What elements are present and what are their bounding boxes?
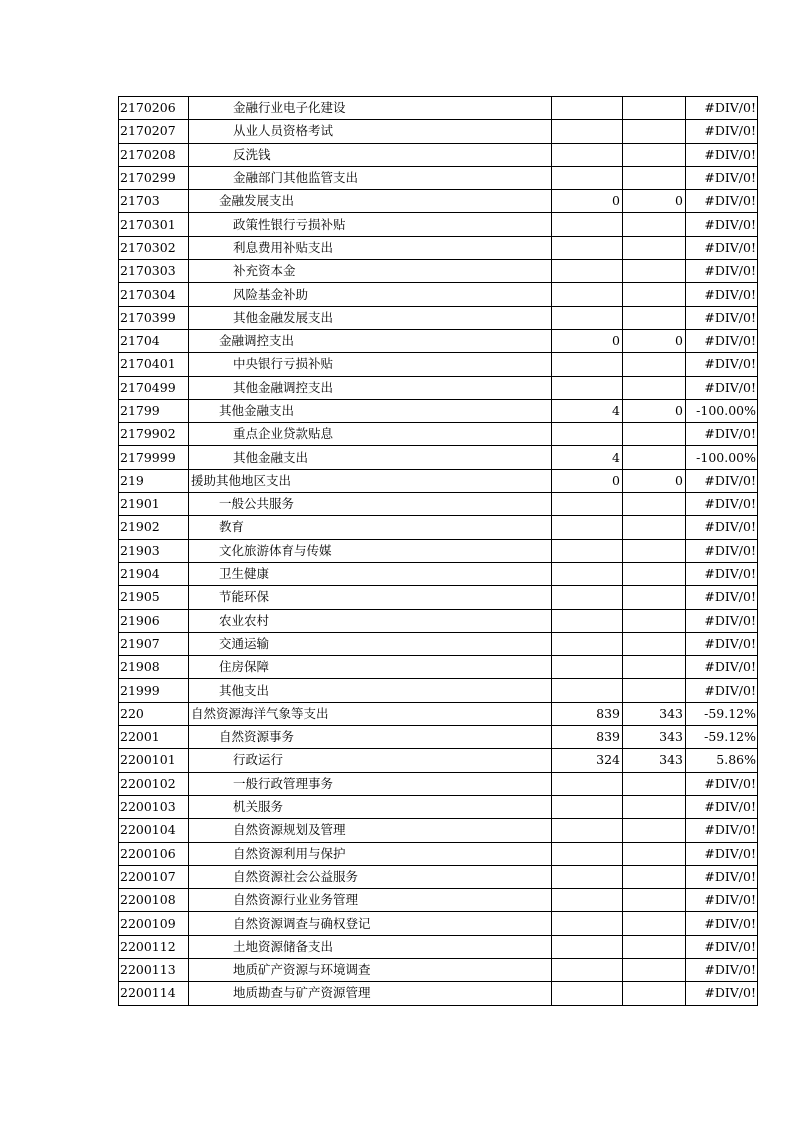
value-1-cell — [552, 819, 623, 842]
code-cell: 2200101 — [119, 749, 189, 772]
name-cell: 援助其他地区支出 — [189, 469, 552, 492]
value-2-cell — [623, 213, 686, 236]
name-cell: 自然资源行业业务管理 — [189, 889, 552, 912]
code-cell: 2200114 — [119, 982, 189, 1005]
table-row — [119, 493, 758, 516]
table-row — [119, 283, 758, 306]
percent-cell: #DIV/0! — [686, 213, 758, 236]
code-cell: 2170206 — [119, 97, 189, 120]
value-2-cell — [623, 632, 686, 655]
percent-cell: #DIV/0! — [686, 819, 758, 842]
name-cell: 风险基金补助 — [189, 283, 552, 306]
value-1-cell — [552, 656, 623, 679]
name-cell: 交通运输 — [189, 632, 552, 655]
code-cell: 2179999 — [119, 446, 189, 469]
percent-cell: #DIV/0! — [686, 539, 758, 562]
code-cell: 2170401 — [119, 353, 189, 376]
percent-cell: -59.12% — [686, 726, 758, 749]
percent-cell: #DIV/0! — [686, 609, 758, 632]
table-row — [119, 539, 758, 562]
value-1-cell: 324 — [552, 749, 623, 772]
table-row — [119, 772, 758, 795]
percent-cell: 5.86% — [686, 749, 758, 772]
value-1-cell — [552, 679, 623, 702]
value-2-cell — [623, 423, 686, 446]
value-2-cell: 0 — [623, 469, 686, 492]
value-2-cell — [623, 143, 686, 166]
value-2-cell — [623, 376, 686, 399]
value-1-cell — [552, 353, 623, 376]
value-1-cell: 4 — [552, 399, 623, 422]
name-cell: 行政运行 — [189, 749, 552, 772]
name-cell: 其他金融支出 — [189, 399, 552, 422]
value-2-cell: 343 — [623, 726, 686, 749]
value-1-cell: 839 — [552, 726, 623, 749]
value-2-cell — [623, 586, 686, 609]
table-row — [119, 469, 758, 492]
percent-cell: #DIV/0! — [686, 562, 758, 585]
code-cell: 2170207 — [119, 120, 189, 143]
percent-cell: #DIV/0! — [686, 865, 758, 888]
table-row — [119, 958, 758, 981]
value-2-cell — [623, 935, 686, 958]
name-cell: 教育 — [189, 516, 552, 539]
code-cell: 21907 — [119, 632, 189, 655]
value-2-cell — [623, 772, 686, 795]
code-cell: 2179902 — [119, 423, 189, 446]
value-1-cell — [552, 213, 623, 236]
percent-cell: #DIV/0! — [686, 982, 758, 1005]
name-cell: 政策性银行亏损补贴 — [189, 213, 552, 236]
value-2-cell — [623, 446, 686, 469]
percent-cell: #DIV/0! — [686, 632, 758, 655]
table-row — [119, 399, 758, 422]
table-row — [119, 935, 758, 958]
value-1-cell — [552, 865, 623, 888]
name-cell: 土地资源储备支出 — [189, 935, 552, 958]
name-cell: 自然资源事务 — [189, 726, 552, 749]
value-2-cell — [623, 889, 686, 912]
value-2-cell — [623, 958, 686, 981]
value-2-cell — [623, 283, 686, 306]
table-row — [119, 912, 758, 935]
percent-cell: -100.00% — [686, 399, 758, 422]
table-row — [119, 842, 758, 865]
table-row — [119, 190, 758, 213]
value-1-cell — [552, 889, 623, 912]
name-cell: 节能环保 — [189, 586, 552, 609]
table-row — [119, 306, 758, 329]
table-row — [119, 586, 758, 609]
value-1-cell — [552, 562, 623, 585]
code-cell: 2200106 — [119, 842, 189, 865]
name-cell: 从业人员资格考试 — [189, 120, 552, 143]
name-cell: 机关服务 — [189, 795, 552, 818]
name-cell: 补充资本金 — [189, 260, 552, 283]
code-cell: 2200107 — [119, 865, 189, 888]
table-row — [119, 329, 758, 352]
name-cell: 一般公共服务 — [189, 493, 552, 516]
value-1-cell: 4 — [552, 446, 623, 469]
value-2-cell — [623, 679, 686, 702]
name-cell: 一般行政管理事务 — [189, 772, 552, 795]
value-2-cell: 343 — [623, 749, 686, 772]
code-cell: 21905 — [119, 586, 189, 609]
percent-cell: #DIV/0! — [686, 329, 758, 352]
value-2-cell — [623, 982, 686, 1005]
code-cell: 2170299 — [119, 166, 189, 189]
value-1-cell — [552, 236, 623, 259]
code-cell: 21908 — [119, 656, 189, 679]
percent-cell: #DIV/0! — [686, 679, 758, 702]
name-cell: 中央银行亏损补贴 — [189, 353, 552, 376]
value-1-cell — [552, 958, 623, 981]
value-2-cell — [623, 539, 686, 562]
code-cell: 2170399 — [119, 306, 189, 329]
code-cell: 2170304 — [119, 283, 189, 306]
value-1-cell — [552, 586, 623, 609]
name-cell: 自然资源规划及管理 — [189, 819, 552, 842]
table-row — [119, 166, 758, 189]
percent-cell: #DIV/0! — [686, 795, 758, 818]
value-2-cell — [623, 842, 686, 865]
code-cell: 21904 — [119, 562, 189, 585]
value-1-cell — [552, 935, 623, 958]
percent-cell: #DIV/0! — [686, 586, 758, 609]
code-cell: 22001 — [119, 726, 189, 749]
name-cell: 自然资源海洋气象等支出 — [189, 702, 552, 725]
table-row — [119, 656, 758, 679]
value-1-cell: 839 — [552, 702, 623, 725]
table-row — [119, 865, 758, 888]
name-cell: 金融行业电子化建设 — [189, 97, 552, 120]
table-row — [119, 143, 758, 166]
table-row — [119, 236, 758, 259]
value-1-cell — [552, 423, 623, 446]
table-row — [119, 632, 758, 655]
name-cell: 其他金融支出 — [189, 446, 552, 469]
percent-cell: #DIV/0! — [686, 493, 758, 516]
percent-cell: #DIV/0! — [686, 772, 758, 795]
table-row — [119, 749, 758, 772]
percent-cell: #DIV/0! — [686, 236, 758, 259]
value-1-cell — [552, 283, 623, 306]
name-cell: 反洗钱 — [189, 143, 552, 166]
value-1-cell — [552, 609, 623, 632]
percent-cell: #DIV/0! — [686, 889, 758, 912]
value-2-cell: 343 — [623, 702, 686, 725]
code-cell: 21999 — [119, 679, 189, 702]
value-2-cell — [623, 306, 686, 329]
name-cell: 其他支出 — [189, 679, 552, 702]
table-row — [119, 213, 758, 236]
value-2-cell — [623, 609, 686, 632]
code-cell: 2200108 — [119, 889, 189, 912]
code-cell: 21906 — [119, 609, 189, 632]
percent-cell: #DIV/0! — [686, 656, 758, 679]
value-2-cell — [623, 562, 686, 585]
code-cell: 21703 — [119, 190, 189, 213]
value-1-cell — [552, 260, 623, 283]
value-1-cell — [552, 982, 623, 1005]
table-row — [119, 97, 758, 120]
value-2-cell: 0 — [623, 190, 686, 213]
table-row — [119, 889, 758, 912]
name-cell: 金融发展支出 — [189, 190, 552, 213]
table-row — [119, 353, 758, 376]
name-cell: 卫生健康 — [189, 562, 552, 585]
percent-cell: #DIV/0! — [686, 516, 758, 539]
value-1-cell — [552, 306, 623, 329]
name-cell: 重点企业贷款贴息 — [189, 423, 552, 446]
name-cell: 其他金融发展支出 — [189, 306, 552, 329]
code-cell: 2170208 — [119, 143, 189, 166]
value-2-cell — [623, 166, 686, 189]
value-2-cell — [623, 656, 686, 679]
value-1-cell — [552, 516, 623, 539]
percent-cell: -100.00% — [686, 446, 758, 469]
percent-cell: #DIV/0! — [686, 423, 758, 446]
code-cell: 2200112 — [119, 935, 189, 958]
value-2-cell — [623, 795, 686, 818]
percent-cell: #DIV/0! — [686, 912, 758, 935]
percent-cell: #DIV/0! — [686, 283, 758, 306]
value-1-cell — [552, 795, 623, 818]
table-row — [119, 726, 758, 749]
value-2-cell — [623, 120, 686, 143]
value-1-cell: 0 — [552, 329, 623, 352]
percent-cell: -59.12% — [686, 702, 758, 725]
value-2-cell — [623, 516, 686, 539]
table-row — [119, 446, 758, 469]
name-cell: 地质勘查与矿产资源管理 — [189, 982, 552, 1005]
name-cell: 金融部门其他监管支出 — [189, 166, 552, 189]
code-cell: 21704 — [119, 329, 189, 352]
code-cell: 2200113 — [119, 958, 189, 981]
name-cell: 其他金融调控支出 — [189, 376, 552, 399]
name-cell: 自然资源利用与保护 — [189, 842, 552, 865]
table-row — [119, 562, 758, 585]
code-cell: 2200103 — [119, 795, 189, 818]
value-2-cell — [623, 912, 686, 935]
table-body — [119, 97, 758, 1006]
code-cell: 2200102 — [119, 772, 189, 795]
name-cell: 住房保障 — [189, 656, 552, 679]
code-cell: 2170303 — [119, 260, 189, 283]
code-cell: 21799 — [119, 399, 189, 422]
table-row — [119, 120, 758, 143]
percent-cell: #DIV/0! — [686, 97, 758, 120]
value-2-cell — [623, 236, 686, 259]
percent-cell: #DIV/0! — [686, 120, 758, 143]
percent-cell: #DIV/0! — [686, 376, 758, 399]
table-row — [119, 679, 758, 702]
table-row — [119, 702, 758, 725]
percent-cell: #DIV/0! — [686, 469, 758, 492]
value-1-cell — [552, 376, 623, 399]
value-1-cell — [552, 842, 623, 865]
value-1-cell — [552, 493, 623, 516]
value-1-cell — [552, 143, 623, 166]
percent-cell: #DIV/0! — [686, 353, 758, 376]
code-cell: 2200109 — [119, 912, 189, 935]
code-cell: 2170499 — [119, 376, 189, 399]
budget-table — [118, 96, 758, 1006]
value-2-cell — [623, 493, 686, 516]
value-1-cell — [552, 912, 623, 935]
value-1-cell: 0 — [552, 190, 623, 213]
value-2-cell: 0 — [623, 399, 686, 422]
table-row — [119, 609, 758, 632]
table-row — [119, 376, 758, 399]
code-cell: 21903 — [119, 539, 189, 562]
value-1-cell — [552, 539, 623, 562]
name-cell: 自然资源调查与确权登记 — [189, 912, 552, 935]
value-1-cell — [552, 166, 623, 189]
table-row — [119, 795, 758, 818]
code-cell: 2170302 — [119, 236, 189, 259]
table-row — [119, 260, 758, 283]
table-row — [119, 982, 758, 1005]
name-cell: 利息费用补贴支出 — [189, 236, 552, 259]
value-1-cell — [552, 632, 623, 655]
value-1-cell — [552, 97, 623, 120]
value-2-cell — [623, 819, 686, 842]
table-row — [119, 516, 758, 539]
code-cell: 220 — [119, 702, 189, 725]
value-1-cell — [552, 120, 623, 143]
value-2-cell — [623, 865, 686, 888]
code-cell: 2170301 — [119, 213, 189, 236]
percent-cell: #DIV/0! — [686, 306, 758, 329]
value-2-cell: 0 — [623, 329, 686, 352]
name-cell: 农业农村 — [189, 609, 552, 632]
name-cell: 自然资源社会公益服务 — [189, 865, 552, 888]
value-2-cell — [623, 353, 686, 376]
value-2-cell — [623, 260, 686, 283]
table-row — [119, 819, 758, 842]
value-1-cell — [552, 772, 623, 795]
percent-cell: #DIV/0! — [686, 958, 758, 981]
name-cell: 金融调控支出 — [189, 329, 552, 352]
name-cell: 地质矿产资源与环境调查 — [189, 958, 552, 981]
percent-cell: #DIV/0! — [686, 260, 758, 283]
percent-cell: #DIV/0! — [686, 190, 758, 213]
percent-cell: #DIV/0! — [686, 935, 758, 958]
code-cell: 219 — [119, 469, 189, 492]
name-cell: 文化旅游体育与传媒 — [189, 539, 552, 562]
value-1-cell: 0 — [552, 469, 623, 492]
value-2-cell — [623, 97, 686, 120]
code-cell: 21902 — [119, 516, 189, 539]
table-row — [119, 423, 758, 446]
percent-cell: #DIV/0! — [686, 842, 758, 865]
percent-cell: #DIV/0! — [686, 143, 758, 166]
percent-cell: #DIV/0! — [686, 166, 758, 189]
code-cell: 2200104 — [119, 819, 189, 842]
code-cell: 21901 — [119, 493, 189, 516]
